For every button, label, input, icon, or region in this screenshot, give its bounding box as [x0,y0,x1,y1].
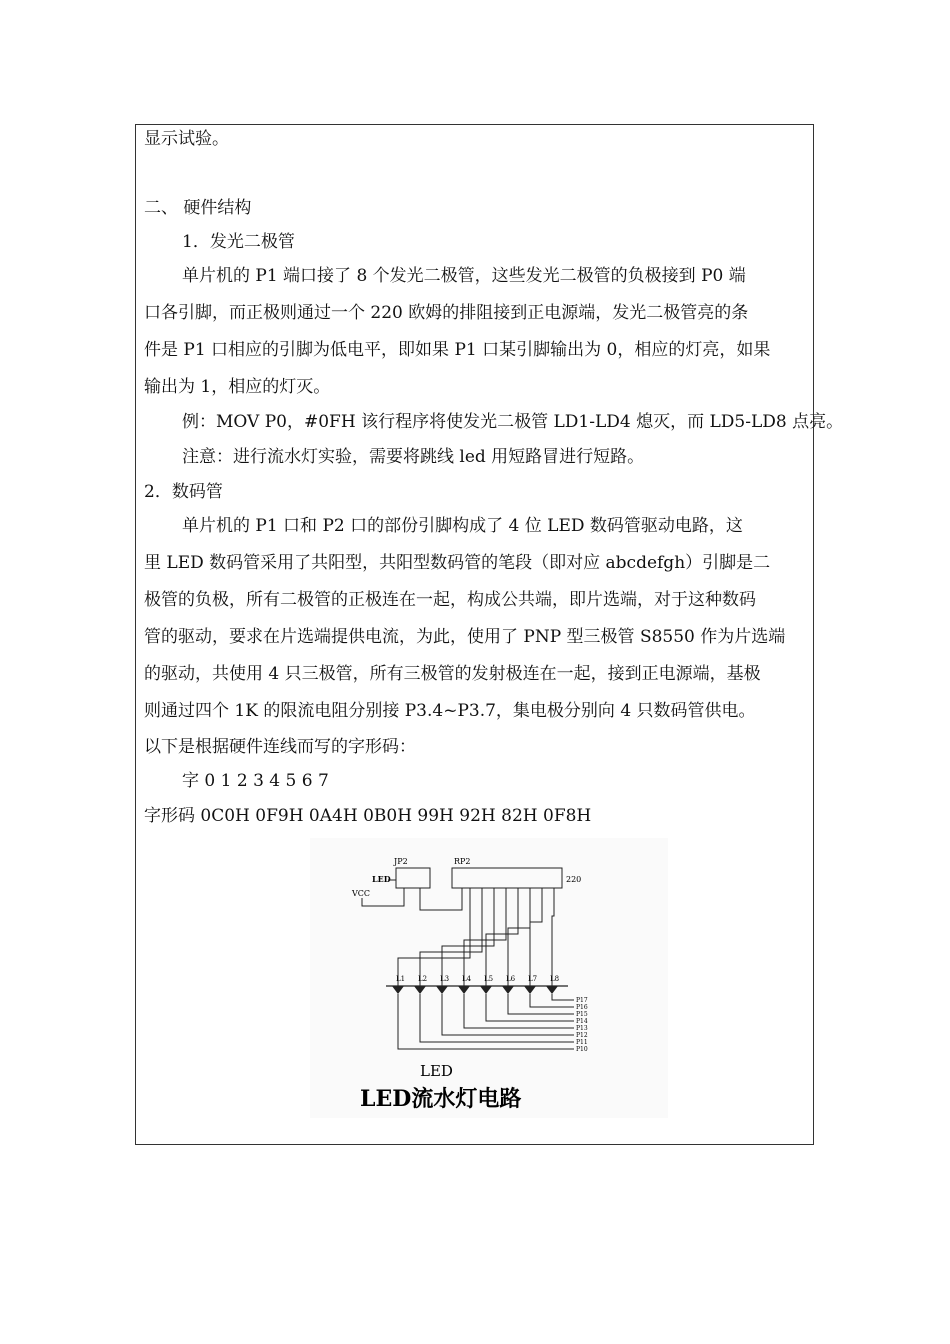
text-line-13: 极管的负极，所有二极管的正极连在一起，构成公共端，即片选端，对于这种数码 [144,590,756,610]
led-port-wires [398,994,574,1049]
led-label-l4: L4 [462,975,472,983]
led-jumper-label: LED [372,874,391,884]
rp2-box [452,868,562,888]
text-line-example: 例：MOV P0，#0FH 该行程序将使发光二极管 LD1-LD4 熄灭，而 LD5-LD8 点亮。 [182,412,844,432]
pin-p17: P17 [576,997,588,1004]
text-line-1: 显示试验。 [144,129,229,149]
text-line-6: 件是 P1 口相应的引脚为低电平，即如果 P1 口某引脚输出为 0，相应的灯亮，如果 [144,340,771,360]
text-line-4: 单片机的 P1 端口接了 8 个发光二极管，这些发光二极管的负极接到 P0 端 [182,266,746,286]
rp2-value: 220 [566,875,582,884]
jp2-label: JP2 [394,857,408,866]
led-diodes [392,986,558,994]
led-circuit-diagram [310,838,668,1118]
text-line-16: 则通过四个 1K 的限流电阻分别接 P3.4~P3.7，集电极分别向 4 只数码管供电。 [144,701,756,721]
text-line-5: 口各引脚，而正极则通过一个 220 欧姆的排阻接到正电源端，发光二极管亮的条 [144,303,749,323]
port-pin-labels [576,997,588,1053]
led-diode-1 [392,986,404,994]
text-line-15: 的驱动，共使用 4 只三极管，所有三极管的发射极连在一起，接到正电源端，基极 [144,664,761,684]
led-diode-5 [480,986,492,994]
led-label-l6: L6 [506,975,516,983]
pin-p15: P15 [576,1011,588,1018]
text-line-17: 以下是根据硬件连线而写的字形码： [144,737,416,757]
pin-p12: P12 [576,1032,588,1039]
section-heading-hardware: 二、 硬件结构 [144,198,252,218]
text-line-11: 单片机的 P1 口和 P2 口的部份引脚构成了 4 位 LED 数码管驱动电路，这 [182,516,743,536]
led-label-l3: L3 [440,975,450,983]
text-line-note: 注意：进行流水灯实验，需要将跳线 led 用短路冒进行短路。 [182,447,645,467]
led-diode-4 [458,986,470,994]
led-label-l1: L1 [396,975,406,983]
pin-p10: P10 [576,1046,588,1053]
subheading-segment: 2．数码管 [144,482,223,502]
led-label-l2: L2 [418,975,428,983]
led-diode-8 [546,986,558,994]
led-label-l8: L8 [550,975,560,983]
led-diode-2 [414,986,426,994]
pin-p14: P14 [576,1018,588,1025]
led-diode-6 [502,986,514,994]
jp2-rp2-wire [420,888,462,910]
pin-p13: P13 [576,1025,588,1032]
figure-caption: LED流水灯电路 [360,1086,522,1112]
figure-sub-label: LED [420,1062,453,1080]
pin-p16: P16 [576,1004,588,1011]
led-label-l7: L7 [528,975,538,983]
led-diode-7 [524,986,536,994]
text-line-14: 管的驱动，要求在片选端提供电流，为此，使用了 PNP 型三极管 S8550 作为片选端 [144,627,786,647]
text-line-7: 输出为 1，相应的灯灭。 [144,377,331,397]
rp2-led-wires [398,888,554,986]
subheading-led: 1．发光二极管 [182,232,295,252]
rp2-label: RP2 [454,857,471,866]
vcc-label: VCC [352,889,371,898]
glyph-code-values: 字形码 0C0H 0F9H 0A4H 0B0H 99H 92H 82H 0F8H [144,806,592,826]
led-label-l5: L5 [484,975,494,983]
led-labels [396,975,559,983]
text-line-12: 里 LED 数码管采用了共阳型，共阳型数码管的笔段（即对应 abcdefgh）引脚是二 [144,553,771,573]
led-circuit-figure [310,838,668,1118]
pin-p11: P11 [576,1039,588,1046]
glyph-code-header: 字 0 1 2 3 4 5 6 7 [182,771,329,791]
jp2-box [396,868,430,888]
led-diode-3 [436,986,448,994]
